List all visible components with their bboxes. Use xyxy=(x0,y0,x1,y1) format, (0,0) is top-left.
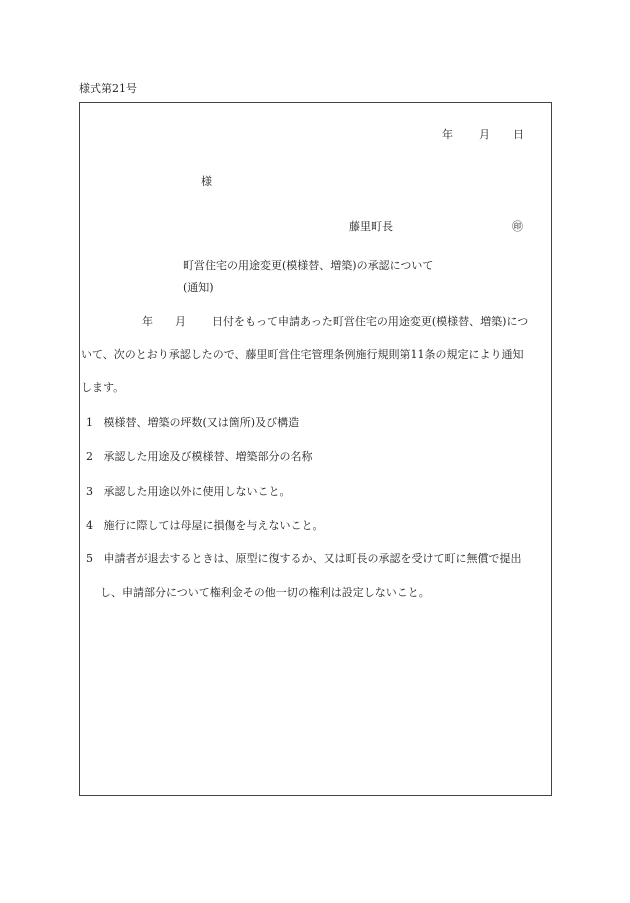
body-text-line-1: 日付をもって申請あった町営住宅の用途変更(模様替、増築)につ xyxy=(212,315,529,328)
condition-item-3 xyxy=(86,485,291,499)
date-year-label: 年 xyxy=(442,128,453,141)
item-number: 1 xyxy=(86,416,93,429)
item-text: 施行に際しては母屋に損傷を与えないこと。 xyxy=(103,519,324,532)
addressee-honorific: 様 xyxy=(201,175,212,188)
item-text: 承認した用途以外に使用しないこと。 xyxy=(103,485,291,498)
seal-mark: ㊞ xyxy=(512,220,523,233)
item-text: 承認した用途及び模様替、増築部分の名称 xyxy=(103,450,313,463)
condition-item-2 xyxy=(86,450,313,464)
body-year-label: 年 xyxy=(142,315,153,328)
date-month-label: 月 xyxy=(479,128,490,141)
date-day-label: 日 xyxy=(513,128,524,141)
condition-item-5-continuation: し、申請部分について権利金その他一切の権利は設定しないこと。 xyxy=(100,586,430,599)
condition-item-4 xyxy=(86,519,324,533)
issuer-name: 藤里町長 xyxy=(349,220,393,233)
item-text: 模様替、増築の坪数(又は箇所)及び構造 xyxy=(103,416,300,429)
subject-title: 町営住宅の用途変更(模様替、増築)の承認について xyxy=(183,259,434,272)
condition-item-1 xyxy=(86,416,299,430)
subject-notice-label: (通知) xyxy=(183,281,214,294)
condition-item-5 xyxy=(86,552,522,566)
item-number: 3 xyxy=(86,485,93,498)
item-number: 5 xyxy=(86,552,93,565)
form-number: 様式第21号 xyxy=(79,82,137,95)
body-text-line-3: します。 xyxy=(81,381,125,394)
item-number: 2 xyxy=(86,450,93,463)
body-month-label: 月 xyxy=(175,315,186,328)
item-text: 申請者が退去するときは、原型に復するか、又は町長の承認を受けて町に無償で提出 xyxy=(103,552,522,565)
body-text-line-2: いて、次のとおり承認したので、藤里町営住宅管理条例施行規則第11条の規定により通知 xyxy=(81,348,524,361)
item-number: 4 xyxy=(86,519,93,532)
form-frame xyxy=(79,102,552,796)
